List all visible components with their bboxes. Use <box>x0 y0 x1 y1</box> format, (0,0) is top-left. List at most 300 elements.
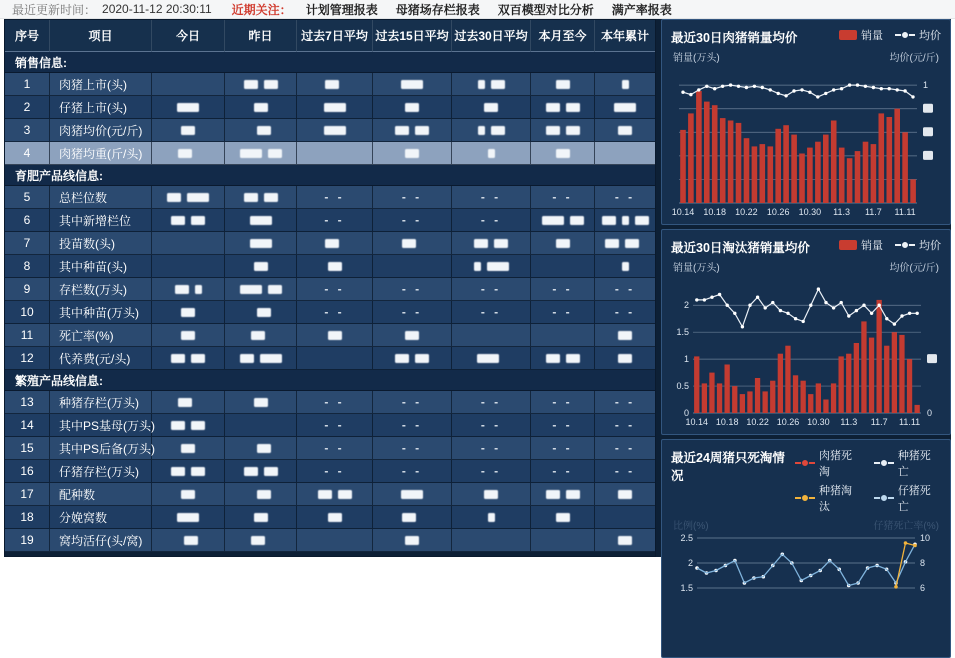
redacted-value <box>618 536 632 545</box>
topbar-menu <box>306 1 672 18</box>
updated-time-label: 最近更新时间： <box>12 2 97 17</box>
no-data-dash: - - <box>401 441 423 455</box>
table-cell <box>531 142 595 165</box>
svg-text:11.3: 11.3 <box>833 207 851 217</box>
chart3-title: 最近24周猪只死淘情况 <box>671 451 785 483</box>
redacted-value <box>488 513 495 522</box>
redacted-value <box>264 467 278 476</box>
table-cell <box>595 186 655 209</box>
legend-item <box>895 237 941 253</box>
bar <box>740 394 745 413</box>
redacted-value <box>546 354 560 363</box>
table-row[interactable] <box>5 142 655 165</box>
table-cell <box>225 232 297 255</box>
redacted-value <box>264 193 278 202</box>
table-row[interactable] <box>5 73 655 96</box>
bar <box>863 142 869 203</box>
redacted-value <box>325 80 339 89</box>
no-data-dash: - - <box>401 190 423 204</box>
redacted-value <box>257 126 271 135</box>
redacted-value <box>566 490 580 499</box>
no-data-dash: - - <box>552 190 573 204</box>
table-cell <box>595 483 655 506</box>
bar <box>720 118 726 203</box>
legend-item <box>795 447 862 479</box>
chart2-right-axis-label: 均价(元/斤) <box>889 263 939 274</box>
table-cell <box>152 255 225 278</box>
row-label: 其中PS基母(万头) <box>50 414 152 437</box>
redacted-value <box>244 80 258 89</box>
table-row[interactable] <box>5 483 655 506</box>
no-data-dash: - - <box>480 441 502 455</box>
redacted-value <box>405 536 419 545</box>
redacted-value <box>618 490 632 499</box>
redacted-value <box>625 239 639 248</box>
row-label: 代养费(元/头) <box>50 347 152 370</box>
redacted-value <box>614 103 636 112</box>
table-cell <box>225 391 297 414</box>
chart1-legend <box>839 27 941 43</box>
table-cell <box>452 232 531 255</box>
no-data-dash: - - <box>324 213 345 227</box>
redacted-value <box>401 490 423 499</box>
table-cell <box>373 142 452 165</box>
svg-text:6: 6 <box>920 583 926 593</box>
row-label: 其中种苗(万头) <box>50 301 152 324</box>
table-cell <box>531 529 595 552</box>
table-cell <box>225 96 297 119</box>
bar <box>732 386 737 413</box>
bar <box>785 346 790 413</box>
table-cell <box>452 255 531 278</box>
table-cell <box>297 460 373 483</box>
table-cell <box>595 506 655 529</box>
bar <box>736 123 742 203</box>
table-cell <box>595 301 655 324</box>
table-cell <box>297 186 373 209</box>
table-cell <box>225 186 297 209</box>
table-cell <box>225 506 297 529</box>
table-cell <box>152 142 225 165</box>
bar <box>704 102 710 203</box>
table-row[interactable] <box>5 529 655 552</box>
table-cell <box>297 414 373 437</box>
table-row[interactable] <box>5 96 655 119</box>
redacted-value <box>181 490 195 499</box>
table-cell <box>531 414 595 437</box>
redacted-value <box>195 285 202 294</box>
redacted-value <box>184 536 198 545</box>
row-label: 仔猪上市(头) <box>50 96 152 119</box>
row-number: 2 <box>5 96 50 119</box>
svg-text:1: 1 <box>683 354 689 365</box>
table-row[interactable] <box>5 278 655 301</box>
table-row[interactable] <box>5 232 655 255</box>
table-cell <box>373 483 452 506</box>
table-cell <box>531 186 595 209</box>
column-header: 过去15日平均 <box>373 20 452 52</box>
svg-text:10.18: 10.18 <box>715 417 739 427</box>
bar <box>770 381 775 413</box>
bar <box>680 130 686 203</box>
row-number: 15 <box>5 437 50 460</box>
no-data-dash: - - <box>401 213 423 227</box>
table-cell <box>152 347 225 370</box>
table-cell <box>297 437 373 460</box>
redacted-value <box>257 444 271 453</box>
no-data-dash: - - <box>552 305 573 319</box>
table-row[interactable] <box>5 347 655 370</box>
legend-label: 均价 <box>919 240 941 252</box>
table-cell <box>595 278 655 301</box>
svg-text:0: 0 <box>683 408 689 418</box>
table-cell <box>595 119 655 142</box>
table-row[interactable] <box>5 324 655 347</box>
no-data-dash: - - <box>614 305 636 319</box>
no-data-dash: - - <box>401 282 423 296</box>
column-header: 本年累计 <box>595 20 655 52</box>
redacted-value <box>570 216 584 225</box>
no-data-dash: - - <box>401 464 423 478</box>
bar <box>816 383 821 413</box>
mortality-chart <box>671 533 941 648</box>
redacted-value <box>618 354 632 363</box>
table-cell <box>152 186 225 209</box>
no-data-dash: - - <box>552 464 573 478</box>
legend-line-swatch <box>895 244 915 246</box>
table-cell <box>152 96 225 119</box>
legend-dot <box>880 494 888 502</box>
redacted-value <box>171 216 185 225</box>
legend-line-swatch <box>795 462 815 464</box>
svg-text:10.22: 10.22 <box>735 207 758 217</box>
table-row[interactable] <box>5 391 655 414</box>
bar <box>755 378 760 413</box>
legend-line-swatch <box>874 462 894 464</box>
bar <box>892 332 897 413</box>
redacted-value <box>474 239 488 248</box>
bar <box>915 405 920 413</box>
row-number: 12 <box>5 347 50 370</box>
table-cell <box>373 460 452 483</box>
no-data-dash: - - <box>480 305 502 319</box>
row-label: 仔猪存栏(万头) <box>50 460 152 483</box>
bar <box>879 113 885 203</box>
updated-time-value: 2020-11-12 20:30:11 <box>102 2 212 16</box>
table-cell <box>531 506 595 529</box>
table-cell <box>373 255 452 278</box>
table-cell <box>225 301 297 324</box>
row-label: 分娩窝数 <box>50 506 152 529</box>
row-number: 16 <box>5 460 50 483</box>
redacted-value <box>635 216 649 225</box>
column-header: 过去30日平均 <box>452 20 531 52</box>
kpi-table <box>4 19 656 557</box>
table-cell <box>595 142 655 165</box>
table-cell <box>225 529 297 552</box>
svg-text:10.14: 10.14 <box>685 417 709 427</box>
redacted-value <box>328 331 342 340</box>
redacted-value <box>251 536 265 545</box>
redacted-value <box>556 513 570 522</box>
table-cell <box>452 414 531 437</box>
table-cell <box>373 119 452 142</box>
table-cell <box>452 96 531 119</box>
table-row[interactable] <box>5 437 655 460</box>
no-data-dash: - - <box>552 282 573 296</box>
svg-text:10.26: 10.26 <box>776 417 800 427</box>
redacted-value <box>177 103 199 112</box>
table-cell <box>373 437 452 460</box>
redacted-value <box>484 490 498 499</box>
table-cell <box>452 506 531 529</box>
legend-bar-swatch <box>839 240 857 250</box>
table-cell <box>373 506 452 529</box>
legend-dot <box>901 31 909 39</box>
redacted-value <box>405 149 419 158</box>
redacted-value <box>240 285 262 294</box>
no-data-dash: - - <box>552 395 573 409</box>
bar <box>855 151 861 203</box>
redacted-value <box>477 354 499 363</box>
redacted-value <box>325 239 339 248</box>
row-number: 19 <box>5 529 50 552</box>
redacted-value <box>177 513 199 522</box>
row-number: 14 <box>5 414 50 437</box>
bar <box>808 394 813 413</box>
row-label: 其中新增栏位 <box>50 209 152 232</box>
no-data-dash: - - <box>480 395 502 409</box>
table-cell <box>373 96 452 119</box>
table-cell <box>152 232 225 255</box>
table-row[interactable] <box>5 186 655 209</box>
table-row[interactable] <box>5 301 655 324</box>
recent-focus-label: 近期关注： <box>231 2 292 17</box>
legend-line-swatch <box>895 34 915 36</box>
legend-dot <box>901 241 909 249</box>
row-number: 6 <box>5 209 50 232</box>
bar <box>725 365 730 414</box>
table-cell <box>452 460 531 483</box>
dashboard-main <box>4 19 951 593</box>
table-cell <box>225 278 297 301</box>
no-data-dash: - - <box>614 395 636 409</box>
redacted-value <box>566 126 580 135</box>
svg-text:11.3: 11.3 <box>840 417 858 427</box>
svg-text:0: 0 <box>927 408 933 418</box>
redacted-value <box>254 103 268 112</box>
redacted-value <box>191 467 205 476</box>
redacted-value <box>191 216 205 225</box>
table-cell <box>452 391 531 414</box>
redacted-value <box>181 444 195 453</box>
redacted-value <box>324 103 346 112</box>
table-cell <box>531 255 595 278</box>
no-data-dash: - - <box>401 305 423 319</box>
redacted-value <box>191 354 205 363</box>
row-label: 总栏位数 <box>50 186 152 209</box>
table-cell <box>373 347 452 370</box>
pig-sales-chart <box>671 65 941 218</box>
bar <box>793 375 798 413</box>
bar <box>877 300 882 413</box>
bar <box>778 354 783 413</box>
svg-text:1: 1 <box>923 80 929 91</box>
table-cell <box>595 347 655 370</box>
table-row[interactable] <box>5 506 655 529</box>
table-cell <box>225 73 297 96</box>
redacted-value <box>171 354 185 363</box>
no-data-dash: - - <box>480 464 502 478</box>
redacted-value <box>484 103 498 112</box>
bar <box>847 158 853 203</box>
row-label: 配种数 <box>50 483 152 506</box>
redacted-value <box>181 126 195 135</box>
row-number: 17 <box>5 483 50 506</box>
table-cell <box>297 119 373 142</box>
svg-text:2.5: 2.5 <box>680 533 693 543</box>
svg-text:10: 10 <box>920 533 931 543</box>
table-cell <box>595 255 655 278</box>
table-cell <box>531 278 595 301</box>
table-cell <box>152 209 225 232</box>
redacted-value <box>618 331 632 340</box>
chart-panel-cull-sales <box>661 229 951 435</box>
row-number: 7 <box>5 232 50 255</box>
table-cell <box>225 142 297 165</box>
bar <box>823 400 828 414</box>
table-cell <box>452 483 531 506</box>
table-cell <box>297 506 373 529</box>
chart1-right-axis-label: 均价(元/斤) <box>889 53 939 64</box>
redacted-value <box>566 354 580 363</box>
table-row[interactable] <box>5 119 655 142</box>
bar <box>801 381 806 413</box>
table-cell <box>595 391 655 414</box>
table-cell <box>225 460 297 483</box>
redacted-value <box>167 193 181 202</box>
column-header: 过去7日平均 <box>297 20 373 52</box>
svg-text:11.11: 11.11 <box>899 417 921 427</box>
table-cell <box>452 186 531 209</box>
no-data-dash: - - <box>324 282 345 296</box>
topbar-menu-item[interactable]: 母猪场存栏报表 <box>395 2 480 17</box>
redacted-value <box>240 149 262 158</box>
table-cell <box>297 347 373 370</box>
redacted-value <box>171 421 185 430</box>
redacted-value <box>622 80 629 89</box>
redacted-value <box>478 80 485 89</box>
section-header: 繁殖产品线信息: <box>5 370 655 391</box>
redacted-value <box>240 354 254 363</box>
svg-text:0.5: 0.5 <box>676 381 689 392</box>
bar <box>768 146 774 203</box>
bar <box>815 142 821 203</box>
bar <box>861 321 866 413</box>
table-cell <box>225 347 297 370</box>
legend-label: 销量 <box>861 240 883 252</box>
table-cell <box>452 437 531 460</box>
svg-text:2: 2 <box>687 558 693 568</box>
table-cell <box>225 437 297 460</box>
table-cell <box>373 529 452 552</box>
redacted-value <box>254 398 268 407</box>
table-cell <box>373 232 452 255</box>
chart1-left-axis-label: 销量(万头) <box>673 53 720 64</box>
table-cell <box>452 209 531 232</box>
redacted-value <box>474 262 481 271</box>
topbar-menu-item[interactable]: 计划管理报表 <box>305 2 378 17</box>
no-data-dash: - - <box>324 441 345 455</box>
redacted-value <box>260 354 282 363</box>
table-cell <box>531 232 595 255</box>
table-cell <box>452 301 531 324</box>
chart2-title: 最近30日淘汰猪销量均价 <box>671 241 810 255</box>
svg-text:2: 2 <box>683 300 689 311</box>
table-row[interactable] <box>5 460 655 483</box>
legend-item <box>839 27 883 43</box>
table-cell <box>595 437 655 460</box>
table-cell <box>152 324 225 347</box>
redacted-value <box>556 239 570 248</box>
svg-text:10.26: 10.26 <box>766 207 790 217</box>
legend-bar-swatch <box>839 30 857 40</box>
table-row[interactable] <box>5 414 655 437</box>
bar <box>702 383 707 413</box>
table-row[interactable] <box>5 255 655 278</box>
table-cell <box>297 142 373 165</box>
topbar-menu-item[interactable]: 双百模型对比分析 <box>497 2 594 17</box>
bar <box>871 144 877 203</box>
table-cell <box>152 529 225 552</box>
chart-panel-pig-sales <box>661 19 951 225</box>
bar <box>728 121 734 204</box>
svg-text:11.11: 11.11 <box>894 207 916 217</box>
legend-item <box>874 447 941 479</box>
table-cell <box>373 414 452 437</box>
redacted-value <box>181 308 195 317</box>
table-cell <box>225 255 297 278</box>
legend-item <box>874 482 941 514</box>
bar <box>744 138 750 203</box>
no-data-dash: - - <box>324 190 345 204</box>
table-row[interactable] <box>5 209 655 232</box>
table-cell <box>297 209 373 232</box>
redacted-value <box>605 239 619 248</box>
table-cell <box>595 96 655 119</box>
legend-dot <box>880 459 888 467</box>
no-data-dash: - - <box>480 190 502 204</box>
bar <box>854 343 859 413</box>
table-cell <box>531 73 595 96</box>
bar <box>712 105 718 203</box>
topbar-menu-item[interactable]: 满产率报表 <box>611 2 672 17</box>
table-cell <box>373 209 452 232</box>
redacted-value <box>622 216 629 225</box>
no-data-dash: - - <box>552 418 573 432</box>
bar <box>696 91 702 203</box>
table-cell <box>452 324 531 347</box>
no-data-dash: - - <box>614 190 636 204</box>
legend-item <box>795 482 862 514</box>
table-cell <box>452 529 531 552</box>
no-data-dash: - - <box>614 464 636 478</box>
bar <box>907 359 912 413</box>
redacted-value <box>395 126 409 135</box>
legend-dot <box>801 459 809 467</box>
table-cell <box>297 278 373 301</box>
chart-panel-mortality <box>661 439 951 658</box>
